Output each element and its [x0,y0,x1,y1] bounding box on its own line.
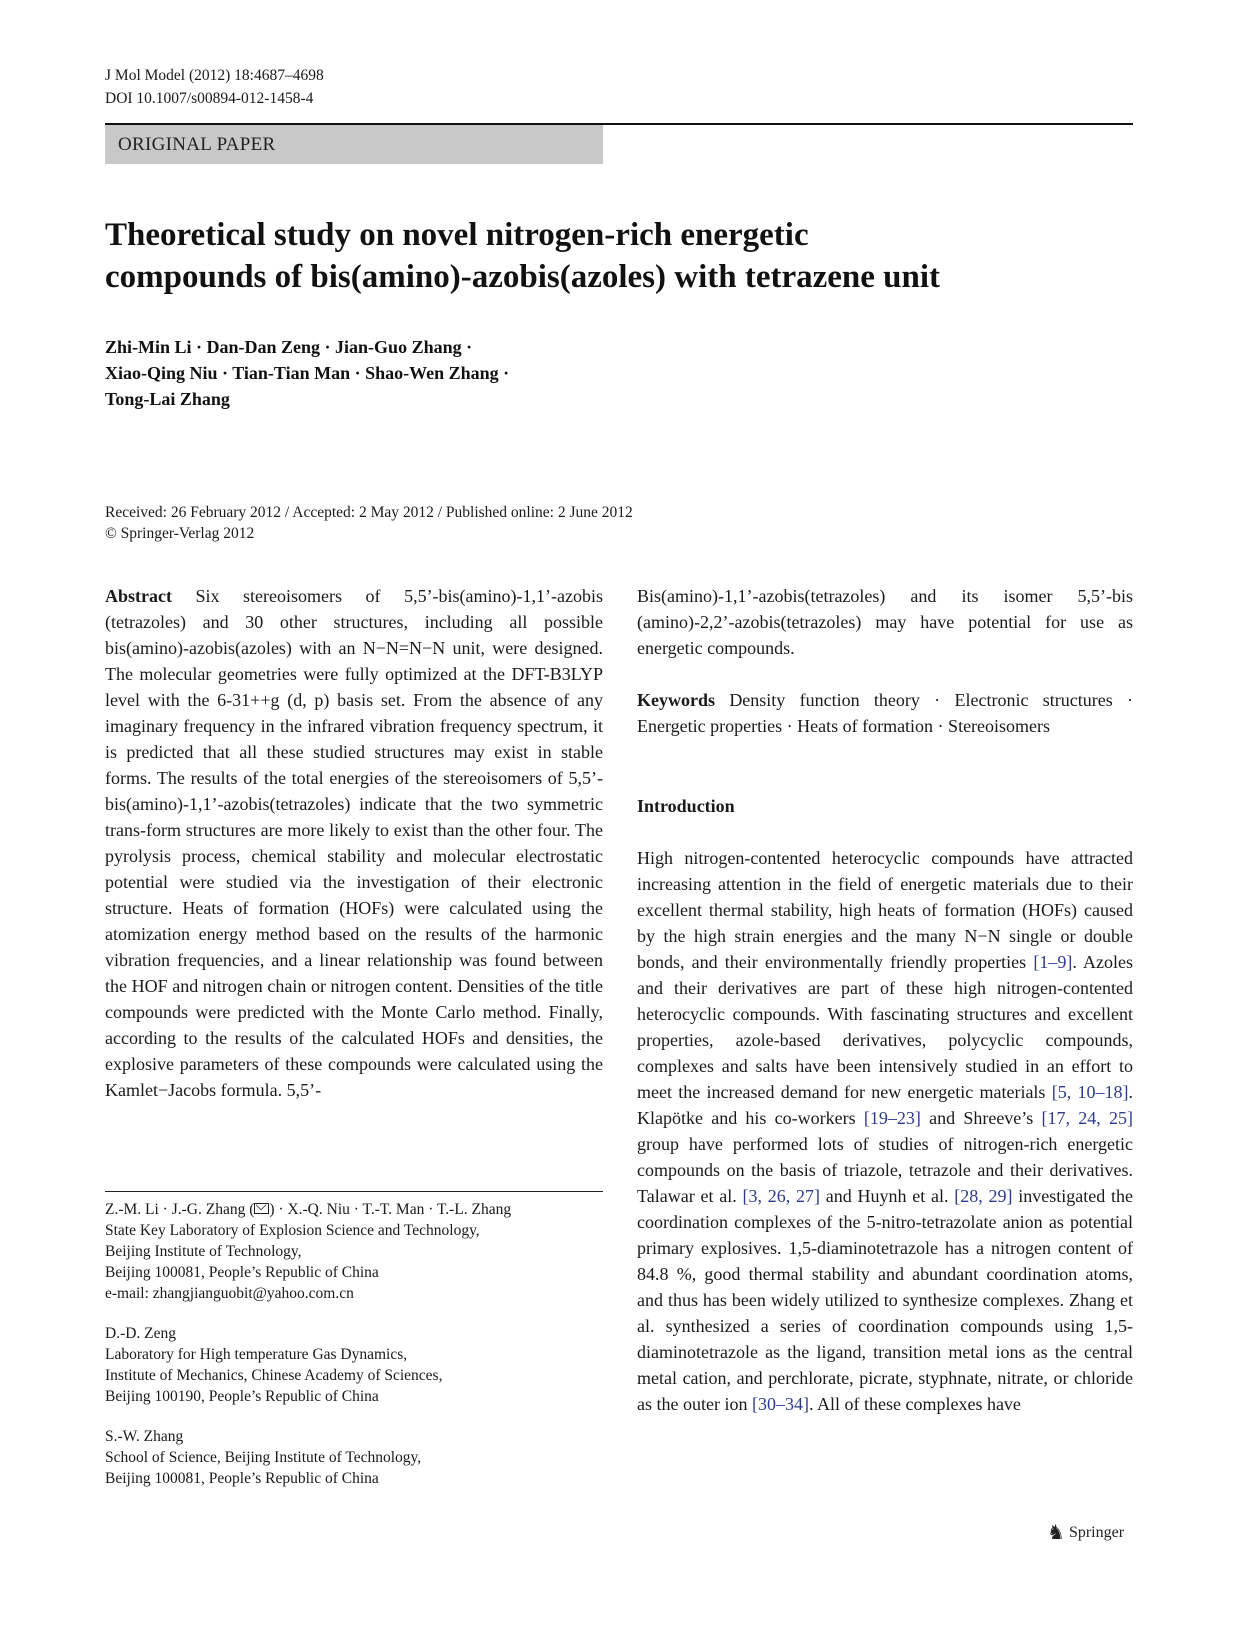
affiliation-2-address: Beijing 100190, People’s Republic of China [105,1388,379,1405]
affiliation-1 [105,1199,603,1304]
affiliations [105,1199,603,1508]
keywords-text: Density function theory · Electronic structures · Energetic properties · Heats of formation · Stereoisomers [637,690,1133,736]
abstract-continuation: Bis(amino)-1,1’-azobis(tetrazoles) and its isomer 5,5’-bis (amino)-2,2’-azobis(tetrazoles) may have potential for use as energetic compounds. [637,586,1133,658]
affiliation-2-lab: Laboratory for High temperature Gas Dynamics, [105,1346,408,1363]
dates-line: Received: 26 February 2012 / Accepted: 2 May 2012 / Published online: 2 June 2012 [105,504,633,521]
authors-line-3: Tong-Lai Zhang [105,389,230,409]
introduction-paragraph [637,845,1133,1417]
citation-link[interactable]: [5, 10–18] [1051,1082,1129,1102]
citation-link[interactable]: [17, 24, 25] [1041,1108,1133,1128]
authors-line-2: Xiao-Qing Niu · Tian-Tian Man · Shao-Wen Zhang · [105,363,510,383]
right-column [637,583,1133,1417]
intro-text-8: . All of these complexes have [808,1394,1021,1414]
intro-text-1: High nitrogen-contented heterocyclic compounds have attracted increasing attention in the field of energetic materials due to their excellent thermal stability, high heats of formation (HOFs) caused by the high strain energies and the many N−N single or double bonds, and their environmentally friendly properties [637,848,1133,972]
intro-text-6: and Huynh et al. [819,1186,955,1206]
section-label: ORIGINAL PAPER [105,125,603,164]
affiliation-rule [105,1191,603,1192]
intro-text-4: and Shreeve’s [920,1108,1042,1128]
abstract-paragraph [105,583,603,1103]
citation-link[interactable]: [30–34] [751,1394,809,1414]
abstract-label: Abstract [105,586,172,606]
citation-link[interactable]: [3, 26, 27] [742,1186,820,1206]
affiliation-1-names: Z.-M. Li · J.-G. Zhang ( [105,1201,255,1218]
envelope-icon [254,1203,269,1214]
publisher-name: Springer [1068,1524,1125,1541]
title-line-2: compounds of bis(amino)-azobis(azoles) with tetrazene unit [105,259,941,295]
journal-line: J Mol Model (2012) 18:4687–4698 [105,67,324,84]
affiliation-2-institute: Institute of Mechanics, Chinese Academy of Sciences, [105,1367,443,1384]
affiliation-3 [105,1426,603,1489]
intro-text-5: group have performed lots of studies of nitrogen-rich energetic compounds on the basis of triazole, tetrazole and their derivatives. Talawar et al. [637,1134,1133,1206]
intro-text-3: . Klapötke and his co-workers [637,1082,1133,1128]
citation-link[interactable]: [28, 29] [954,1186,1013,1206]
citation-link[interactable]: [1–9] [1033,952,1073,972]
affiliation-3-institute: School of Science, Beijing Institute of Technology, [105,1449,422,1466]
copyright-line: © Springer-Verlag 2012 [105,525,255,542]
corresponding-email[interactable]: e-mail: zhangjianguobit@yahoo.com.cn [105,1285,354,1302]
title-line-1: Theoretical study on novel nitrogen-rich energetic [105,217,809,253]
left-column [105,583,603,1103]
keywords-paragraph [637,687,1133,739]
keywords-label: Keywords [637,690,715,710]
doi-line: DOI 10.1007/s00894-012-1458-4 [105,90,314,107]
authors-line-1: Zhi-Min Li · Dan-Dan Zeng · Jian-Guo Zhang · [105,337,473,357]
introduction-heading: Introduction [637,796,735,816]
intro-text-2: . Azoles and their derivatives are part of these high nitrogen-contented heterocyclic compounds. With fascinating structures and excellent properties, azole-based derivatives, polycyclic compounds, complexes and salts have been intensively studied in an effort to meet the increased demand for new energetic materials [637,952,1133,1102]
affiliation-3-address: Beijing 100081, People’s Republic of China [105,1470,379,1487]
abstract-text: Six stereoisomers of 5,5’-bis(amino)-1,1’-azobis (tetrazoles) and 30 other structures, including all possible bis(amino)-azobis(azoles) with an N−N=N−N unit, were designed. The molecular geometries were fully optimized at the DFT-B3LYP level with the 6-31++g (d, p) basis set. From the absence of any imaginary frequency in the infrared vibration frequency spectrum, it is predicted that all these studied structures may exist in stable forms. The results of the total energies of the stereoisomers of 5,5’-bis(amino)-1,1’-azobis(tetrazoles) indicate that the two symmetric trans-form structures are more likely to exist than the other four. The pyrolysis process, chemical stability and molecular electrostatic potential were studied via the investigation of their electronic structure. Heats of formation (HOFs) were calculated using the atomization energy method based on the results of the harmonic vibration frequencies, and a linear relationship was found between the HOF and nitrogen chain or nitrogen content. Densities of the title compounds were predicted with the Monte Carlo method. Finally, according to the results of the calculated HOFs and densities, the explosive parameters of these compounds were calculated using the Kamlet−Jacobs formula. 5,5’- [105,586,604,1100]
article-title [105,214,1135,298]
affiliation-1-names-rest: ) · X.-Q. Niu · T.-T. Man · T.-L. Zhang [269,1201,512,1218]
affiliation-2-name: D.-D. Zeng [105,1325,177,1342]
intro-text-7: investigated the coordination complexes of the 5-nitro-tetrazolate anion as potential primary explosives. 1,5-diaminotetrazole has a nitrogen content of 84.8 %, good thermal stability and abundant coordination atoms, and thus has been widely utilized to synthesize complexes. Zhang et al. synthesized a series of coordination compounds using 1,5-diaminotetrazole as the ligand, transition metal ions as the central metal cation, and perchlorate, picrate, styphnate, nitrate, or chloride as the outer ion [637,1186,1134,1414]
author-list [105,334,509,412]
affiliation-2 [105,1323,603,1407]
publisher-logo [1047,1522,1124,1544]
publication-dates [105,502,633,544]
citation-link[interactable]: [19–23] [863,1108,921,1128]
affiliation-3-name: S.-W. Zhang [105,1428,184,1445]
springer-horse-icon: ♞ [1047,1522,1065,1544]
affiliation-1-institute: Beijing Institute of Technology, [105,1243,302,1260]
affiliation-1-address: Beijing 100081, People’s Republic of China [105,1264,379,1281]
affiliation-1-lab: State Key Laboratory of Explosion Science and Technology, [105,1222,480,1239]
journal-citation [105,64,324,110]
